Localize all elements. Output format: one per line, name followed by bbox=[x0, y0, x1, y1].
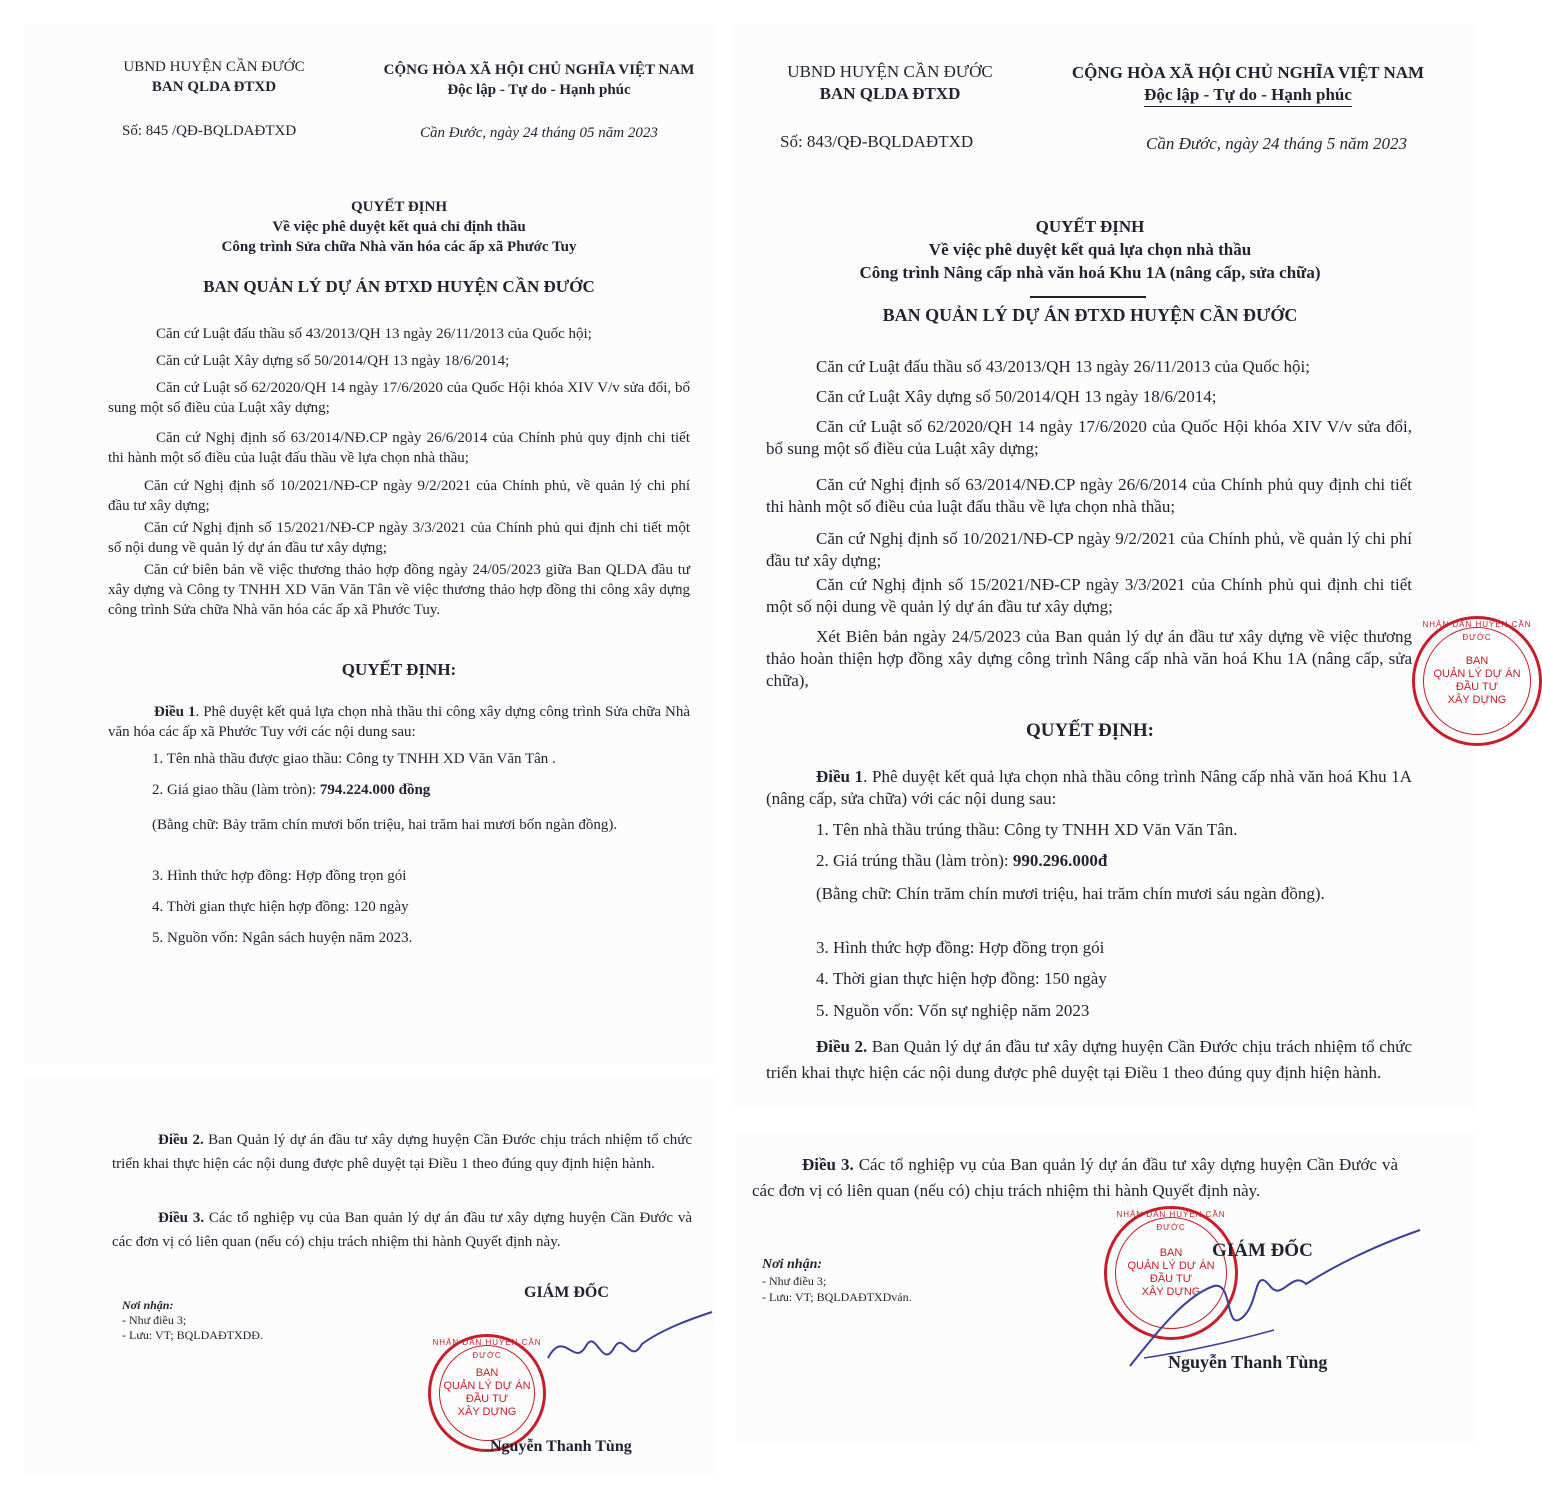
left-item1: 1. Tên nhà thầu được giao thầu: Công ty TNHH XD Văn Văn Tân . bbox=[152, 751, 556, 767]
right-article3 bbox=[752, 1152, 1398, 1204]
left-art2-label: Điều 2. bbox=[158, 1132, 204, 1148]
right-doc-date: Cần Đước, ngày 24 tháng 5 năm 2023 bbox=[1146, 134, 1408, 153]
right-recipient: - Như điều 3; bbox=[762, 1274, 827, 1288]
right-basis-item: Căn cứ Nghị định số 63/2014/NĐ.CP ngày 26/6/2014 của Chính phủ quy định chi tiết thi hành một số điều của luật đấu thầu về lựa chọn nhà thầu; bbox=[766, 475, 1412, 516]
left-amount-words: (Bằng chữ: Bảy trăm chín mươi bốn triệu, hai trăm hai mươi bốn ngàn đồng). bbox=[152, 817, 618, 833]
left-doc-number: Số: 845 /QĐ-BQLDAĐTXD bbox=[122, 123, 297, 139]
left-document-page1 bbox=[24, 24, 714, 1064]
right-recipients-title: Nơi nhận: bbox=[762, 1257, 823, 1272]
right-art2-label: Điều 2. bbox=[816, 1037, 868, 1056]
right-agency-top: UBND HUYỆN CẦN ĐƯỚC bbox=[787, 62, 993, 81]
left-basis-item: Căn cứ Luật số 62/2020/QH 14 ngày 17/6/2020 của Quốc Hội khóa XIV V/v sửa đổi, bổ sung một số điều của Luật xây dựng; bbox=[108, 380, 690, 416]
right-document-page1 bbox=[734, 24, 1532, 1110]
left-signer-name: Nguyễn Thanh Tùng bbox=[490, 1438, 632, 1455]
left-issuer: BAN QUẢN LÝ DỰ ÁN ĐTXD HUYỆN CẦN ĐƯỚC bbox=[203, 277, 595, 296]
left-recipients-title: Nơi nhận: bbox=[122, 1298, 174, 1312]
right-art2-text: Ban Quản lý dự án đầu tư xây dựng huyện Cần Đước chịu trách nhiệm tổ chức triển khai thực hiện các nội dung được phê duyệt tại Điều 1 theo đúng quy định hiện hành. bbox=[766, 1037, 1413, 1082]
right-basis-item: Xét Biên bản ngày 24/5/2023 của Ban quản lý dự án đầu tư xây dựng về việc thương thảo hoàn thiện hợp đồng xây dựng công trình Nâng cấp nhà văn hoá Khu 1A (nâng cấp, sửa chữa), bbox=[766, 627, 1412, 690]
right-item4: 4. Thời gian thực hiện hợp đồng: 150 ngày bbox=[816, 969, 1107, 988]
right-nation: CỘNG HÒA XÃ HỘI CHỦ NGHĨA VIỆT NAM bbox=[1071, 63, 1425, 82]
right-official-seal: NHÂN DÂN HUYỆN CẦN ĐƯỚC BAN QUẢN LÝ DỰ ÁN ĐẦU TƯ XÂY DỰNG bbox=[1104, 1206, 1238, 1340]
right-basis-item: Căn cứ Nghị định số 10/2021/NĐ-CP ngày 9/2/2021 của Chính phủ, về quản lý chi phí đầu tư xây dựng; bbox=[766, 529, 1412, 570]
left-basis-item: Căn cứ Luật Xây dựng số 50/2014/QH 13 ngày 18/6/2014; bbox=[156, 353, 510, 369]
right-decide-heading: QUYẾT ĐỊNH: bbox=[1026, 720, 1154, 741]
left-basis-item: Căn cứ Nghị định số 10/2021/NĐ-CP ngày 9/2/2021 của Chính phủ, về quản lý chi phí đầu tư xây dựng; bbox=[108, 478, 690, 514]
right-item2-value: 990.296.000đ bbox=[1012, 851, 1108, 870]
right-issuer: BAN QUẢN LÝ DỰ ÁN ĐTXD HUYỆN CẦN ĐƯỚC bbox=[882, 305, 1298, 325]
right-document-page2 bbox=[736, 1130, 1474, 1446]
left-recipient: - Như điều 3; bbox=[122, 1313, 187, 1327]
left-subject2: Công trình Sửa chữa Nhà văn hóa các ấp xã Phước Tuy bbox=[221, 239, 577, 255]
left-nation-block bbox=[364, 60, 714, 100]
left-nation: CỘNG HÒA XÃ HỘI CHỦ NGHĨA VIỆT NAM bbox=[383, 62, 695, 78]
left-art3-label: Điều 3. bbox=[158, 1210, 205, 1226]
left-document-page2 bbox=[24, 1076, 714, 1476]
left-basis-item: Căn cứ Luật đấu thầu số 43/2013/QH 13 ngày 26/11/2013 của Quốc hội; bbox=[156, 326, 592, 342]
left-decide-heading: QUYẾT ĐỊNH: bbox=[341, 660, 457, 679]
left-article2 bbox=[112, 1128, 692, 1176]
right-item2 bbox=[816, 851, 1107, 871]
right-item3: 3. Hình thức hợp đồng: Hợp đồng trọn gói bbox=[816, 938, 1105, 957]
right-agency-sub: BAN QLDA ĐTXD bbox=[819, 84, 961, 103]
left-article1 bbox=[108, 702, 690, 742]
right-article1 bbox=[766, 766, 1412, 810]
left-basis-item: Căn cứ Nghị định số 15/2021/NĐ-CP ngày 3/3/2021 của Chính phủ qui định chi tiết một số nội dung về quản lý dự án đầu tư xây dựng; bbox=[108, 520, 690, 556]
left-item5: 5. Nguồn vốn: Ngân sách huyện năm 2023. bbox=[152, 930, 413, 946]
right-subject2: Công trình Nâng cấp nhà văn hoá Khu 1A (nâng cấp, sửa chữa) bbox=[859, 263, 1321, 282]
left-title: QUYẾT ĐỊNH bbox=[351, 199, 447, 215]
right-basis-item: Căn cứ Luật số 62/2020/QH 14 ngày 17/6/2020 của Quốc Hội khóa XIV V/v sửa đổi, bổ sung một số điều của Luật xây dựng; bbox=[766, 417, 1412, 458]
left-subject1: Về việc phê duyệt kết quả chỉ định thầu bbox=[272, 219, 526, 235]
right-art1-label: Điều 1 bbox=[816, 767, 864, 786]
left-agency-top: UBND HUYỆN CẦN ĐƯỚC bbox=[123, 59, 305, 75]
right-item2-label: 2. Giá trúng thầu (làm tròn): bbox=[816, 851, 1013, 870]
left-art1-text: . Phê duyệt kết quả lựa chọn nhà thầu thi công xây dựng công trình Sửa chữa Nhà văn hóa các ấp xã Phước Tuy với các nội dung sau: bbox=[108, 704, 690, 740]
left-art2-text: Ban Quản lý dự án đầu tư xây dựng huyện Cần Đước chịu trách nhiệm tổ chức triển khai thực hiện các nội dung được phê duyệt tại Điều 1 theo đúng quy định hiện hành. bbox=[112, 1132, 692, 1172]
right-article2 bbox=[766, 1034, 1412, 1086]
right-nation-block bbox=[1042, 62, 1454, 107]
right-basis-item: Căn cứ Luật đấu thầu số 43/2013/QH 13 ngày 26/11/2013 của Quốc hội; bbox=[816, 357, 1310, 376]
right-basis-item: Căn cứ Luật Xây dựng số 50/2014/QH 13 ngày 18/6/2014; bbox=[816, 387, 1217, 406]
right-recipients bbox=[762, 1257, 912, 1305]
left-agency-sub: BAN QLDA ĐTXD bbox=[151, 79, 277, 95]
left-motto: Độc lập - Tự do - Hạnh phúc bbox=[447, 82, 631, 98]
left-art1-label: Điều 1 bbox=[154, 704, 196, 720]
right-subject1: Về việc phê duyệt kết quả lựa chọn nhà thầu bbox=[928, 240, 1252, 259]
left-item2-value: 794.224.000 đồng bbox=[319, 782, 431, 798]
right-margin-seal: NHÂN DÂN HUYỆN CẦN ĐƯỚC BAN QUẢN LÝ DỰ ÁN ĐẦU TƯ XÂY DỰNG bbox=[1412, 616, 1542, 746]
left-recipient: - Lưu: VT; BQLDAĐTXDĐ. bbox=[122, 1328, 263, 1342]
left-signature bbox=[544, 1308, 714, 1378]
right-art1-text: . Phê duyệt kết quả lựa chọn nhà thầu công trình Nâng cấp nhà văn hoá Khu 1A (nâng cấp, sửa chữa) với các nội dung sau: bbox=[766, 767, 1413, 808]
left-article3 bbox=[112, 1206, 692, 1254]
left-item3: 3. Hình thức hợp đồng: Hợp đồng trọn gói bbox=[152, 868, 407, 884]
right-recipient: - Lưu: VT; BQLDAĐTXDván. bbox=[762, 1290, 912, 1304]
left-official-seal: NHÂN DÂN HUYỆN CẦN ĐƯỚC BAN QUẢN LÝ DỰ ÁN ĐẦU TƯ XÂY DỰNG bbox=[428, 1334, 546, 1452]
right-basis-item: Căn cứ Nghị định số 15/2021/NĐ-CP ngày 3/3/2021 của Chính phủ qui định chi tiết một số nội dung về quản lý dự án đầu tư xây dựng; bbox=[766, 575, 1412, 616]
right-heading bbox=[780, 215, 1400, 284]
left-basis-item: Căn cứ biên bản về việc thương thảo hợp đồng ngày 24/05/2023 giữa Ban QLDA đầu tư xây dựng và Công ty TNHH XD Văn Văn Tân về việc thương thảo hợp đồng thi công xây dựng công trình Sửa chữa Nhà văn hóa các ấp xã Phước Tuy. bbox=[108, 562, 690, 618]
right-doc-number: Số: 843/QĐ-BQLDAĐTXD bbox=[780, 132, 974, 151]
left-item2-label: 2. Giá giao thầu (làm tròn): bbox=[152, 782, 320, 798]
left-heading bbox=[104, 197, 694, 257]
left-item2 bbox=[152, 782, 430, 799]
right-agency-block bbox=[770, 61, 1010, 105]
left-agency-block bbox=[94, 57, 334, 97]
right-motto: Độc lập - Tự do - Hạnh phúc bbox=[1144, 84, 1352, 107]
left-basis-item: Căn cứ Nghị định số 63/2014/NĐ.CP ngày 26/6/2014 của Chính phủ quy định chi tiết thi hành một số điều của luật đấu thầu về lựa chọn nhà thầu; bbox=[108, 430, 690, 466]
left-item4: 4. Thời gian thực hiện hợp đồng: 120 ngày bbox=[152, 899, 409, 915]
right-signer-name: Nguyễn Thanh Tùng bbox=[1168, 1352, 1328, 1372]
left-recipients bbox=[122, 1298, 263, 1343]
right-art3-text: Các tổ nghiệp vụ của Ban quản lý dự án đầu tư xây dựng huyện Cần Đước và các đơn vị có liên quan (nếu có) chịu trách nhiệm thi hành Quyết định này. bbox=[752, 1155, 1399, 1200]
left-basis-list bbox=[108, 324, 690, 620]
right-item5: 5. Nguồn vốn: Vốn sự nghiệp năm 2023 bbox=[816, 1001, 1090, 1020]
right-basis-list bbox=[766, 356, 1412, 692]
right-art3-label: Điều 3. bbox=[802, 1155, 854, 1174]
right-title-divider bbox=[1030, 296, 1146, 298]
right-director-title: GIÁM ĐỐC bbox=[1212, 1240, 1313, 1261]
right-title: QUYẾT ĐỊNH bbox=[1035, 217, 1145, 236]
left-doc-date: Cần Đước, ngày 24 tháng 05 năm 2023 bbox=[420, 125, 658, 141]
left-art3-text: Các tổ nghiệp vụ của Ban quản lý dự án đầu tư xây dựng huyện Cần Đước và các đơn vị có liên quan (nếu có) chịu trách nhiệm thi hành Quyết định này. bbox=[112, 1210, 692, 1250]
left-director-title: GIÁM ĐỐC bbox=[524, 1284, 609, 1301]
right-item1: 1. Tên nhà thầu trúng thầu: Công ty TNHH XD Văn Văn Tân. bbox=[816, 820, 1238, 839]
right-amount-words: (Bằng chữ: Chín trăm chín mươi triệu, hai trăm chín mươi sáu ngàn đồng). bbox=[816, 884, 1325, 903]
